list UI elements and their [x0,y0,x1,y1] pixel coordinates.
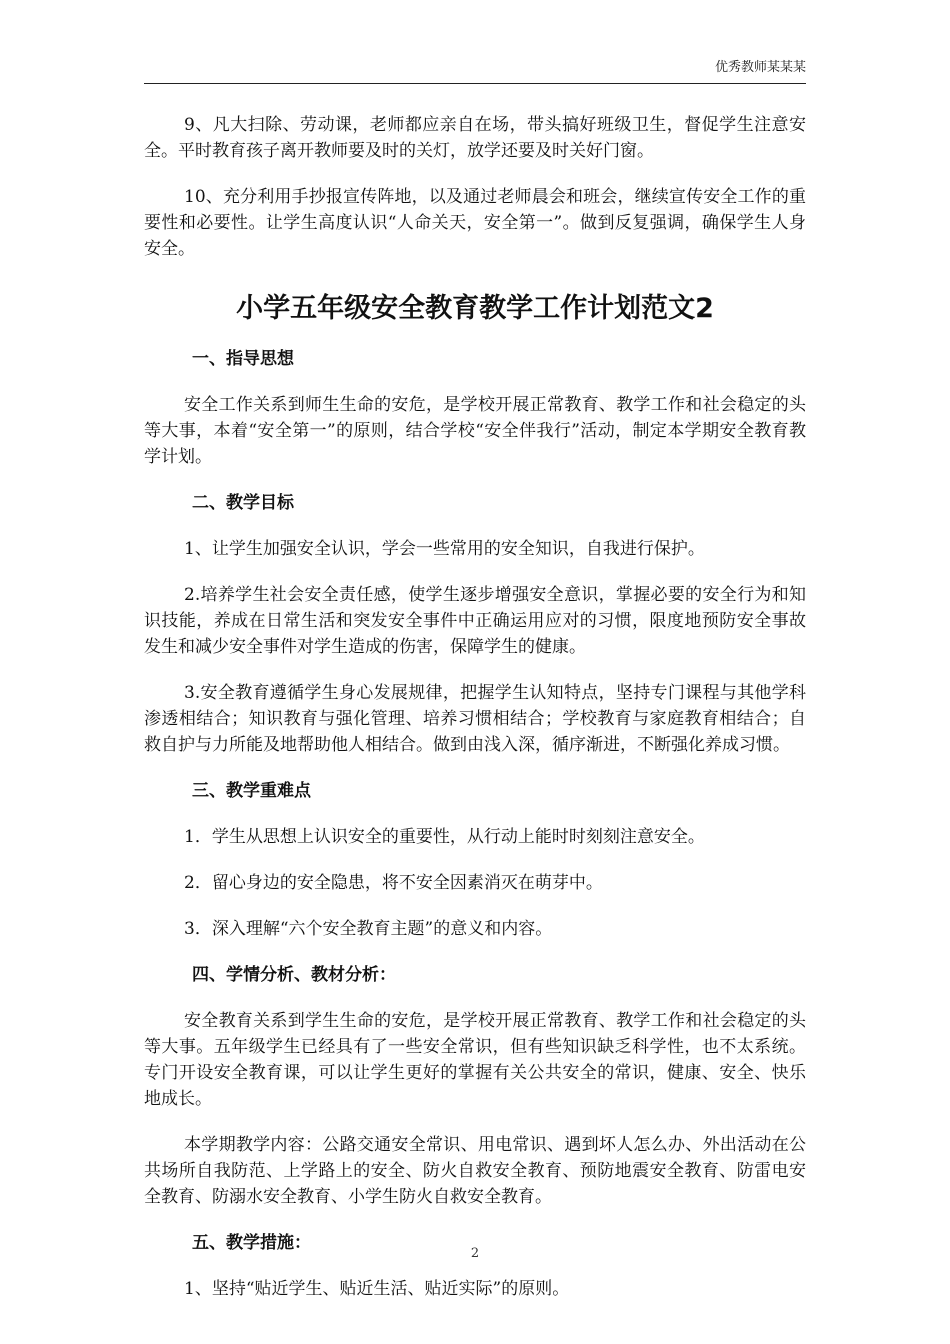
section-heading-guiding-thought: 一、指导思想 [192,349,294,369]
header-divider [144,83,806,84]
document-title: 小学五年级安全教育教学工作计划范文2 [236,293,714,324]
paragraph: 本学期教学内容：公路交通安全常识、用电常识、遇到坏人怎么办、外出活动在公共场所自我防范、上学路上的安全、防火自救安全教育、预防地震安全教育、防雷电安全教育、防溺水安全教育、小学生防火自救安全教育。 [144,1135,806,1207]
paragraph: 2.培养学生社会安全责任感，使学生逐步增强安全意识，掌握必要的安全行为和知识技能，养成在日常生活和突发安全事件中正确运用应对的习惯，限度地预防安全事故发生和减少安全事件对学生造成的伤害，保障学生的健康。 [144,585,806,657]
page-header-author: 优秀教师某某某 [714,60,806,75]
paragraph: 3．深入理解“六个安全教育主题”的意义和内容。 [184,919,553,939]
section-heading-analysis: 四、学情分析、教材分析： [192,965,396,985]
section-heading-teaching-goals: 二、教学目标 [192,493,294,513]
paragraph-item-10: 10、充分利用手抄报宣传阵地，以及通过老师晨会和班会，继续宣传安全工作的重要性和必要性。让学生高度认识“人命关天，安全第一”。做到反复强调，确保学生人身安全。 [144,187,806,259]
paragraph: 1．学生从思想上认识安全的重要性，从行动上能时时刻刻注意安全。 [184,827,705,847]
section-heading-measures: 五、教学措施： [192,1233,311,1253]
document-body [144,112,806,1322]
paragraph: 3.安全教育遵循学生身心发展规律，把握学生认知特点，坚持专门课程与其他学科渗透相结合；知识教育与强化管理、培养习惯相结合；学校教育与家庭教育相结合；自救自护与力所能及地帮助他人相结合。做到由浅入深，循序渐进，不断强化养成习惯。 [144,683,806,755]
paragraph: 安全教育关系到学生生命的安危，是学校开展正常教育、教学工作和社会稳定的头等大事。五年级学生已经具有了一些安全常识，但有些知识缺乏科学性，也不太系统。专门开设安全教育课，可以让学生更好的掌握有关公共安全的常识，健康、安全、快乐地成长。 [144,1011,806,1109]
paragraph: 2．留心身边的安全隐患，将不安全因素消灭在萌芽中。 [184,873,603,893]
paragraph: 1、坚持“贴近学生、贴近生活、贴近实际”的原则。 [184,1279,570,1299]
paragraph-item-9: 9、凡大扫除、劳动课，老师都应亲自在场，带头搞好班级卫生，督促学生注意安全。平时教育孩子离开教师要及时的关灯，放学还要及时关好门窗。 [144,115,806,161]
paragraph: 安全工作关系到师生生命的安危，是学校开展正常教育、教学工作和社会稳定的头等大事，本着“安全第一”的原则，结合学校“安全伴我行”活动，制定本学期安全教育教学计划。 [144,395,806,467]
paragraph: 1、让学生加强安全认识，学会一些常用的安全知识，自我进行保护。 [184,539,705,559]
page-number: 2 [470,1246,480,1261]
section-heading-key-difficulties: 三、教学重难点 [192,781,311,801]
